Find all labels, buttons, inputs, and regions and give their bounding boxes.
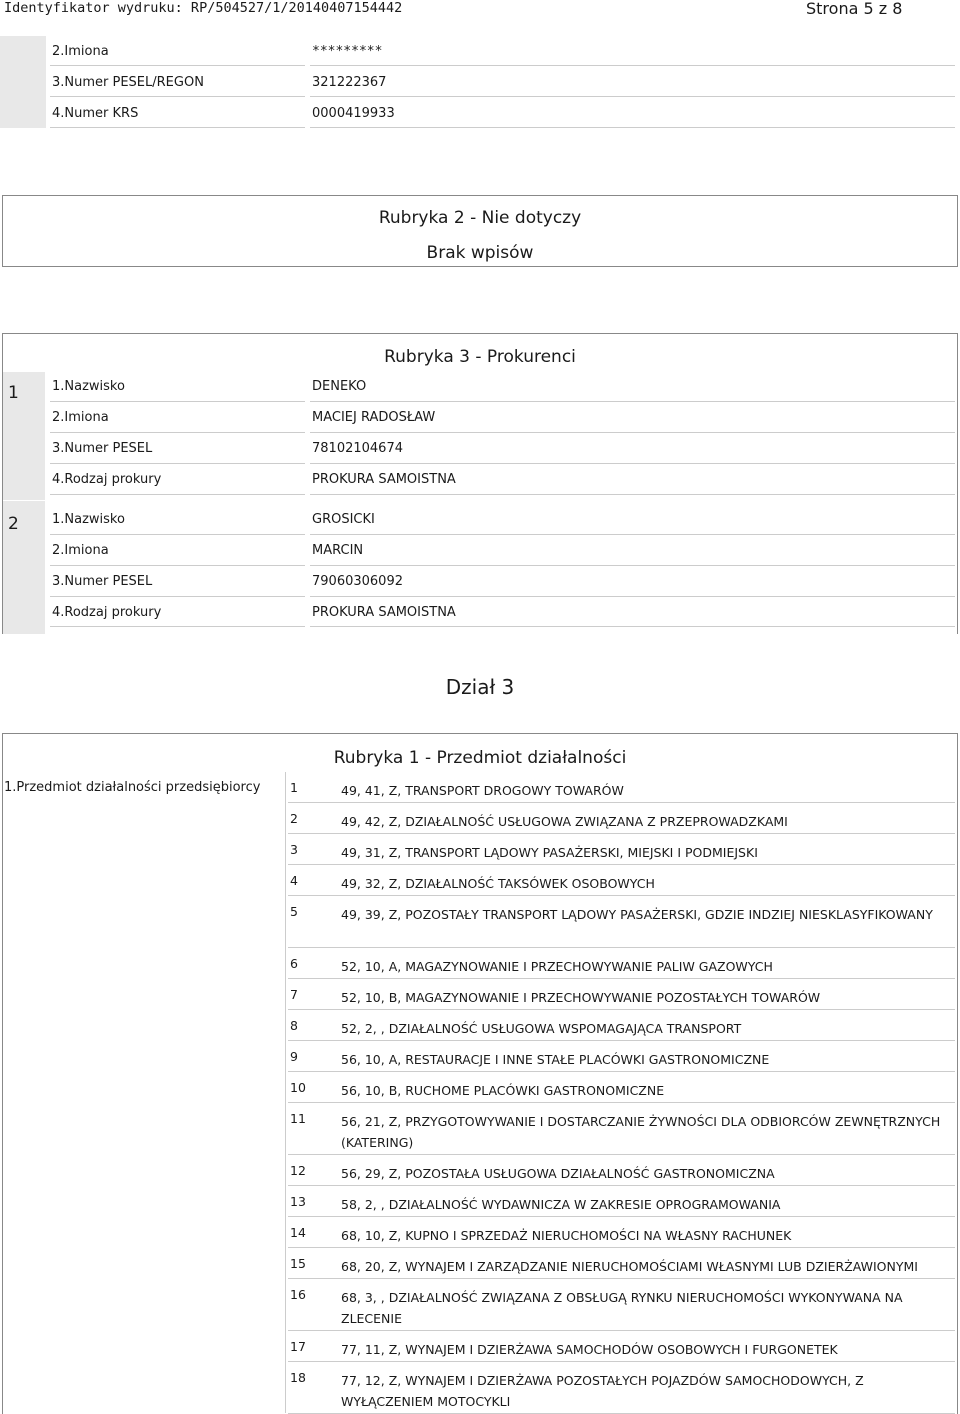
entry-separator [3, 500, 45, 501]
field-value: 321222367 [312, 75, 387, 90]
divider [310, 127, 955, 128]
field-label: 2.Imiona [52, 44, 109, 59]
activity-text: 49, 31, Z, TRANSPORT LĄDOWY PASAŻERSKI, MIEJSKI I PODMIEJSKI [341, 845, 758, 860]
field-value: PROKURA SAMOISTNA [312, 472, 456, 487]
divider [50, 127, 305, 128]
activity-text: 68, 20, Z, WYNAJEM I ZARZĄDZANIE NIERUCHOMOŚCIAMI WŁASNYMI LUB DZIERŻAWIONYMI [341, 1259, 918, 1274]
row-divider [288, 1071, 955, 1072]
activity-number: 7 [290, 987, 298, 1002]
activity-number: 18 [290, 1370, 306, 1385]
divider [310, 96, 955, 97]
row-divider [288, 947, 955, 948]
row-divider [288, 895, 955, 896]
activity-text: 49, 32, Z, DZIAŁALNOŚĆ TAKSÓWEK OSOBOWYCH [341, 876, 655, 891]
row-divider [288, 1330, 955, 1331]
rubryka-2-box [2, 195, 958, 267]
field-label: 2.Imiona [52, 543, 109, 558]
rubryka-2-title: Rubryka 2 - Nie dotyczy [378, 208, 582, 228]
row-divider [288, 1102, 955, 1103]
row-divider [288, 1278, 955, 1279]
page-number: Strona 5 z 8 [806, 0, 903, 18]
field-value: MACIEJ RADOSŁAW [312, 410, 436, 425]
activity-text: 49, 39, Z, POZOSTAŁY TRANSPORT LĄDOWY PASAŻERSKI, GDZIE INDZIEJ NIESKLASYFIKOWANY [341, 907, 933, 922]
activity-text: 68, 10, Z, KUPNO I SPRZEDAŻ NIERUCHOMOŚCI NA WŁASNY RACHUNEK [341, 1228, 792, 1243]
activity-number: 17 [290, 1339, 306, 1354]
activity-text: 52, 2, , DZIAŁALNOŚĆ USŁUGOWA WSPOMAGAJĄCA TRANSPORT [341, 1021, 742, 1036]
field-label: 4.Rodzaj prokury [52, 605, 162, 620]
row-divider [288, 802, 955, 803]
field-value: 78102104674 [312, 441, 403, 456]
field-label: 3.Numer PESEL/REGON [52, 75, 204, 90]
row-divider [288, 978, 955, 979]
activity-text: 77, 12, Z, WYNAJEM I DZIERŻAWA POZOSTAŁYCH POJAZDÓW SAMOCHODOWYCH, Z WYŁĄCZENIEM MOTOCYKLI [341, 1373, 864, 1409]
row-divider [288, 1185, 955, 1186]
activity-number: 15 [290, 1256, 306, 1271]
row-divider [288, 1040, 955, 1041]
activity-text: 52, 10, B, MAGAZYNOWANIE I PRZECHOWYWANIE POZOSTAŁYCH TOWARÓW [341, 990, 821, 1005]
rubryka-3-title: Rubryka 3 - Prokurenci [384, 347, 576, 367]
row-divider [288, 1247, 955, 1248]
print-identifier: Identyfikator wydruku: RP/504527/1/20140407154442 [4, 0, 403, 16]
activity-number: 8 [290, 1018, 298, 1033]
activity-text: 49, 42, Z, DZIAŁALNOŚĆ USŁUGOWA ZWIĄZANA Z PRZEPROWADZKAMI [341, 814, 788, 829]
rubryka-1-title: Rubryka 1 - Przedmiot działalności [333, 748, 627, 768]
activity-text: 56, 10, B, RUCHOME PLACÓWKI GASTRONOMICZNE [341, 1083, 665, 1098]
divider [50, 65, 305, 66]
activity-text: 49, 41, Z, TRANSPORT DROGOWY TOWARÓW [341, 783, 624, 798]
field-label: 3.Numer PESEL [52, 574, 153, 589]
row-divider [288, 1009, 955, 1010]
field-label: 4.Rodzaj prokury [52, 472, 162, 487]
activity-field-label: 1.Przedmiot działalności przedsiębiorcy [4, 780, 261, 795]
field-label: 3.Numer PESEL [52, 441, 153, 456]
field-value: DENEKO [312, 379, 367, 394]
row-divider [288, 1154, 955, 1155]
row-divider [288, 864, 955, 865]
activity-number: 3 [290, 842, 298, 857]
activity-number: 5 [290, 904, 298, 919]
activity-number: 6 [290, 956, 298, 971]
field-value: ********* [312, 44, 383, 59]
activity-text: 56, 21, Z, PRZYGOTOWYWANIE I DOSTARCZANIE ŻYWNOŚCI DLA ODBIORCÓW ZEWNĘTRZNYCH (KATERING) [341, 1114, 941, 1150]
divider [310, 65, 955, 66]
field-label: 1.Nazwisko [52, 512, 125, 527]
field-value: GROSICKI [312, 512, 375, 527]
activity-text: 56, 10, A, RESTAURACJE I INNE STAŁE PLACÓWKI GASTRONOMICZNE [341, 1052, 770, 1067]
activity-text: 68, 3, , DZIAŁALNOŚĆ ZWIĄZANA Z OBSŁUGĄ RYNKU NIERUCHOMOŚCI WYKONYWANA NA ZLECENIE [341, 1290, 903, 1326]
field-value: 0000419933 [312, 106, 395, 121]
entry-number: 2 [8, 514, 19, 534]
dzial-title: Dział 3 [445, 675, 515, 699]
left-gutter [0, 36, 46, 128]
entry-num-column [3, 372, 45, 634]
row-divider [288, 833, 955, 834]
activity-number: 2 [290, 811, 298, 826]
activity-number: 16 [290, 1287, 306, 1302]
entry-number: 1 [8, 383, 19, 403]
activity-number: 1 [290, 780, 298, 795]
field-value: MARCIN [312, 543, 364, 558]
activity-number: 14 [290, 1225, 306, 1240]
activity-text: 52, 10, A, MAGAZYNOWANIE I PRZECHOWYWANIE PALIW GAZOWYCH [341, 959, 773, 974]
field-value: PROKURA SAMOISTNA [312, 605, 456, 620]
activity-text: 56, 29, Z, POZOSTAŁA USŁUGOWA DZIAŁALNOŚĆ GASTRONOMICZNA [341, 1166, 775, 1181]
field-value: 79060306092 [312, 574, 403, 589]
activity-number: 11 [290, 1111, 306, 1126]
activity-number: 10 [290, 1080, 306, 1095]
activity-number: 13 [290, 1194, 306, 1209]
rubryka-2-subtitle: Brak wpisów [426, 243, 534, 263]
divider [50, 96, 305, 97]
field-label: 2.Imiona [52, 410, 109, 425]
activity-text: 77, 11, Z, WYNAJEM I DZIERŻAWA SAMOCHODÓW OSOBOWYCH I FURGONETEK [341, 1342, 838, 1357]
activity-text: 58, 2, , DZIAŁALNOŚĆ WYDAWNICZA W ZAKRESIE OPROGRAMOWANIA [341, 1197, 781, 1212]
activity-number: 12 [290, 1163, 306, 1178]
field-label: 4.Numer KRS [52, 106, 139, 121]
activity-number: 9 [290, 1049, 298, 1064]
row-divider [288, 1216, 955, 1217]
activity-number: 4 [290, 873, 298, 888]
field-label: 1.Nazwisko [52, 379, 125, 394]
row-divider [288, 1361, 955, 1362]
